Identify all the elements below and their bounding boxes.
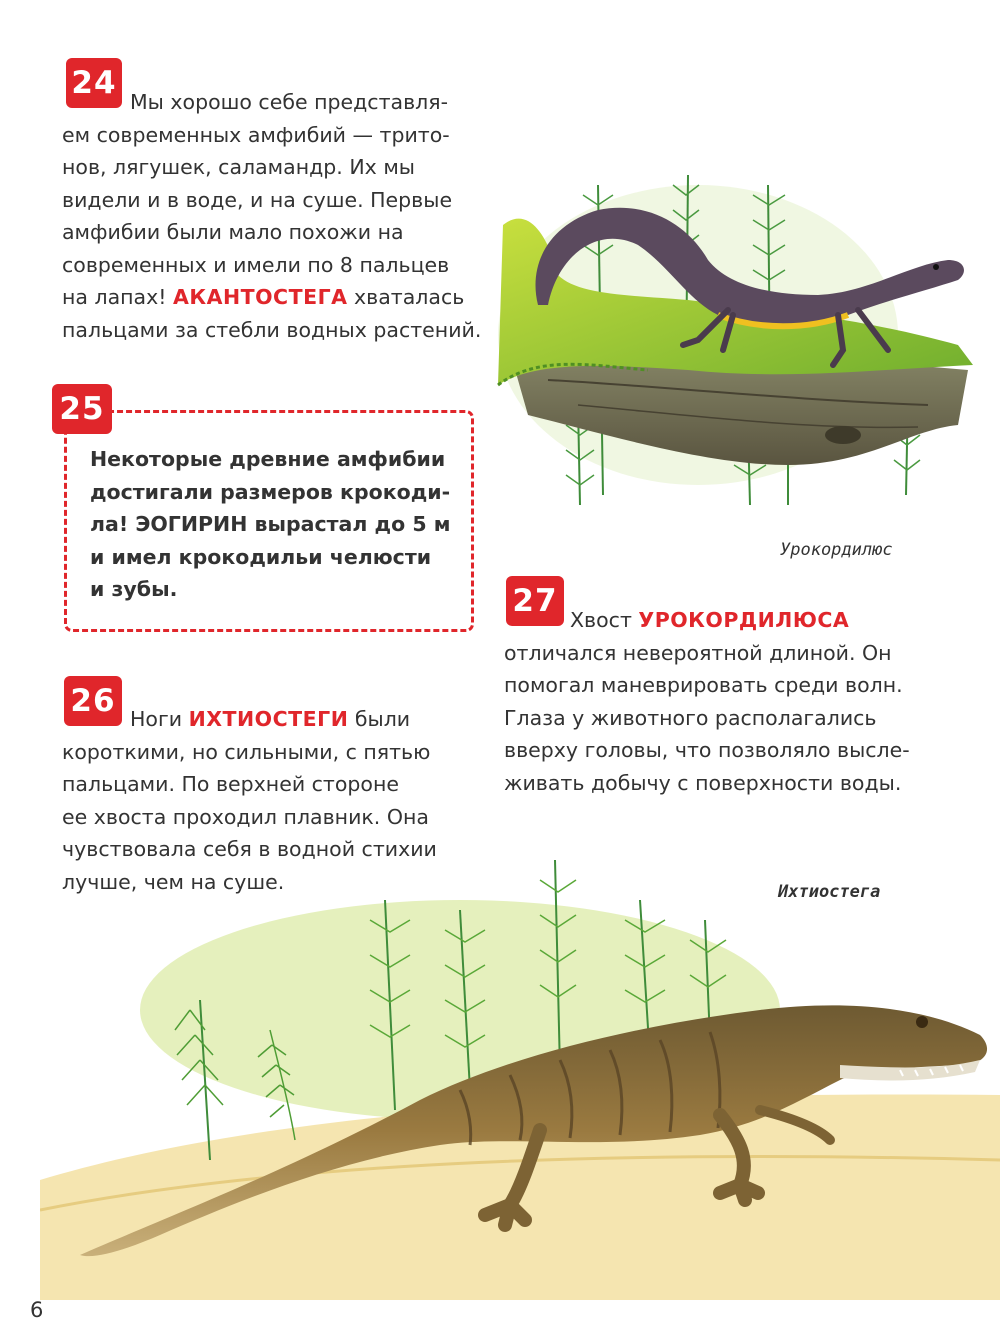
s25-line-1: Некоторые древние амфибии	[90, 447, 446, 471]
s27-line-3: помогал маневрировать среди волн.	[504, 673, 903, 697]
section-27-badge: 27	[506, 576, 564, 626]
page-number: 6	[30, 1298, 44, 1322]
ichthyostega-highlight: ИХТИОСТЕГИ	[188, 707, 349, 731]
ichthyostega-caption: Ихтиостега	[778, 882, 881, 902]
s25-line-4: и имел крокодильи челюсти	[90, 544, 432, 569]
urocordylus-highlight: УРОКОРДИЛЮСА	[638, 608, 850, 632]
section-24-badge: 24	[66, 58, 122, 108]
s24-line-2: ем современных амфибий — трито-	[62, 122, 450, 147]
s27-line-4: Глаза у животного располагались	[504, 705, 877, 730]
s26-line-5: чувствовала себя в водной стихии	[62, 837, 437, 861]
s27-line-6: живать добычу с поверхности воды.	[504, 770, 902, 795]
s24-line-8: пальцами за стебли водных растений.	[62, 317, 482, 342]
s24-line-7: на лапах! АКАНТОСТЕГА хваталась	[62, 285, 465, 309]
section-24-text	[62, 86, 481, 346]
section-26-text	[62, 703, 437, 898]
s24-line-4: видели и в воде, и на суше. Первые	[62, 187, 453, 212]
s26-line-4: ее хвоста проходил плавник. Она	[62, 804, 429, 829]
s27-line-2: отличался невероятной длиной. Он	[504, 640, 892, 665]
section-25-text	[90, 443, 450, 606]
s24-line-1: Мы хорошо себе представля-	[130, 90, 448, 114]
s26-line-2: короткими, но сильными, с пятью	[62, 739, 431, 764]
acanthostega-highlight: АКАНТОСТЕГА	[172, 285, 348, 309]
s26-line-1: Ноги ИХТИОСТЕГИ были	[130, 707, 411, 731]
urocordylus-caption: Урокордилюс	[780, 540, 893, 560]
s27-line-1: Хвост УРОКОРДИЛЮСА	[570, 608, 850, 632]
section-27-text	[504, 604, 910, 799]
s25-line-5: и зубы.	[90, 577, 178, 601]
s27-line-5: вверху головы, что позволяло высле-	[504, 738, 910, 762]
section-26-badge: 26	[64, 676, 122, 726]
s24-line-3: нов, лягушек, саламандр. Их мы	[62, 155, 415, 179]
s24-line-5: амфибии были мало похожи на	[62, 220, 404, 244]
ichthyostega-illustration	[40, 860, 1000, 1300]
s26-line-3: пальцами. По верхней стороне	[62, 772, 399, 796]
s26-line-6: лучше, чем на суше.	[62, 869, 285, 894]
s25-line-3: ла! ЭОГИРИН вырастал до 5 м	[90, 512, 451, 536]
s25-line-2: достигали размеров крокоди-	[90, 479, 451, 504]
s24-line-6: современных и имели по 8 пальцев	[62, 252, 450, 277]
urocordylus-illustration	[488, 165, 988, 505]
section-25-badge: 25	[52, 384, 112, 434]
